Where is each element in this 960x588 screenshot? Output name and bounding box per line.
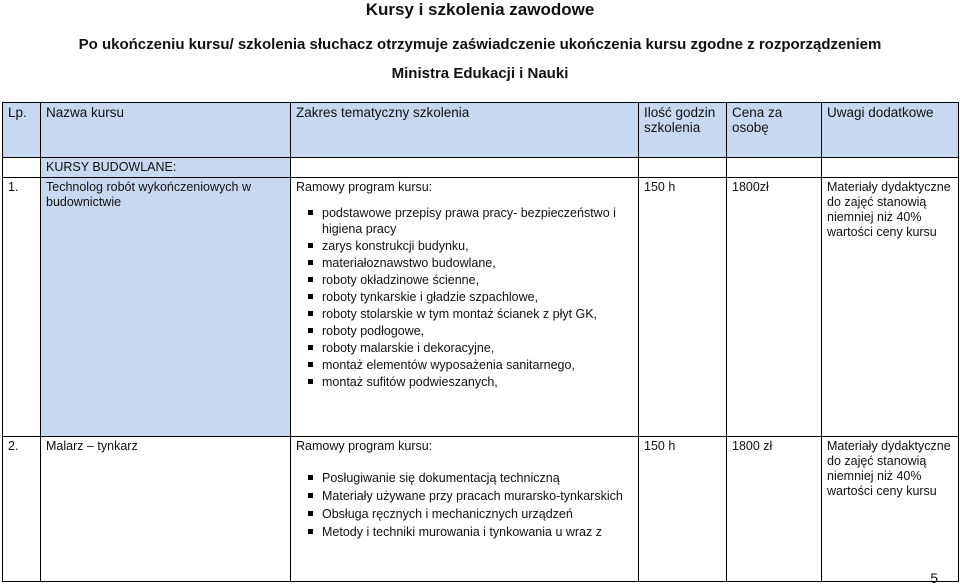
course-scope	[291, 178, 639, 437]
list-item: roboty malarskie i dekoracyjne,	[322, 340, 633, 356]
list-item: montaż elementów wyposażenia sanitarnego,	[322, 357, 633, 373]
column-header-lp: Lp.	[3, 103, 41, 158]
column-header-hours: Ilość godzin szkolenia	[639, 103, 727, 158]
list-item: roboty tynkarskie i gładzie szpachlowe,	[322, 289, 633, 305]
column-header-scope: Zakres tematyczny szkolenia	[291, 103, 639, 158]
list-item: roboty podłogowe,	[322, 323, 633, 339]
course-name: Technolog robót wykończeniowych w budownictwie	[41, 178, 291, 437]
course-name: Malarz – tynkarz	[41, 437, 291, 582]
section-label: KURSY BUDOWLANE:	[41, 158, 291, 178]
table-header-row	[3, 103, 959, 158]
page-subtitle-line1: Po ukończeniu kursu/ szkolenia słuchacz otrzymuje zaświadczenie ukończenia kursu zgodne z rozporządzeniem	[78, 36, 882, 53]
column-header-price: Cena za osobę	[727, 103, 822, 158]
list-item: Obsługa ręcznych i mechanicznych urządzeń	[322, 506, 633, 523]
list-item: montaż sufitów podwieszanych,	[322, 374, 633, 390]
table-row	[3, 437, 959, 582]
list-item: Metody i techniki murowania i tynkowania u wraz z	[322, 524, 633, 541]
course-hours: 150 h	[639, 437, 727, 582]
column-header-notes: Uwagi dodatkowe	[822, 103, 959, 158]
list-item: Materiały używane przy pracach murarsko-tynkarskich	[322, 488, 633, 505]
scope-list	[296, 205, 633, 390]
list-item: roboty stolarskie w tym montaż ścianek z płyt GK,	[322, 306, 633, 322]
page-subtitle-line2: Ministra Edukacji i Nauki	[391, 65, 569, 82]
table-row	[3, 178, 959, 437]
course-scope	[291, 437, 639, 582]
course-price: 1800 zł	[727, 437, 822, 582]
list-item: zarys konstrukcji budynku,	[322, 238, 633, 254]
scope-title: Ramowy program kursu:	[296, 180, 433, 194]
course-notes: Materiały dydaktyczne do zajęć stanowią niemniej niż 40% wartości ceny kursu	[822, 437, 959, 582]
page-number: 5	[930, 570, 938, 586]
course-hours: 150 h	[639, 178, 727, 437]
scope-title: Ramowy program kursu:	[296, 439, 433, 453]
row-lp: 2.	[3, 437, 41, 582]
section-row	[3, 158, 959, 178]
row-lp: 1.	[3, 178, 41, 437]
course-price: 1800zł	[727, 178, 822, 437]
courses-table	[2, 102, 959, 582]
list-item: roboty okładzinowe ścienne,	[322, 272, 633, 288]
page-title: Kursy i szkolenia zawodowe	[365, 0, 595, 19]
column-header-name: Nazwa kursu	[41, 103, 291, 158]
course-notes: Materiały dydaktyczne do zajęć stanowią niemniej niż 40% wartości ceny kursu	[822, 178, 959, 437]
list-item: podstawowe przepisy prawa pracy- bezpieczeństwo i higiena pracy	[322, 205, 633, 237]
list-item: Posługiwanie się dokumentacją techniczną	[322, 470, 633, 487]
scope-list	[296, 470, 633, 541]
list-item: materiałoznawstwo budowlane,	[322, 255, 633, 271]
